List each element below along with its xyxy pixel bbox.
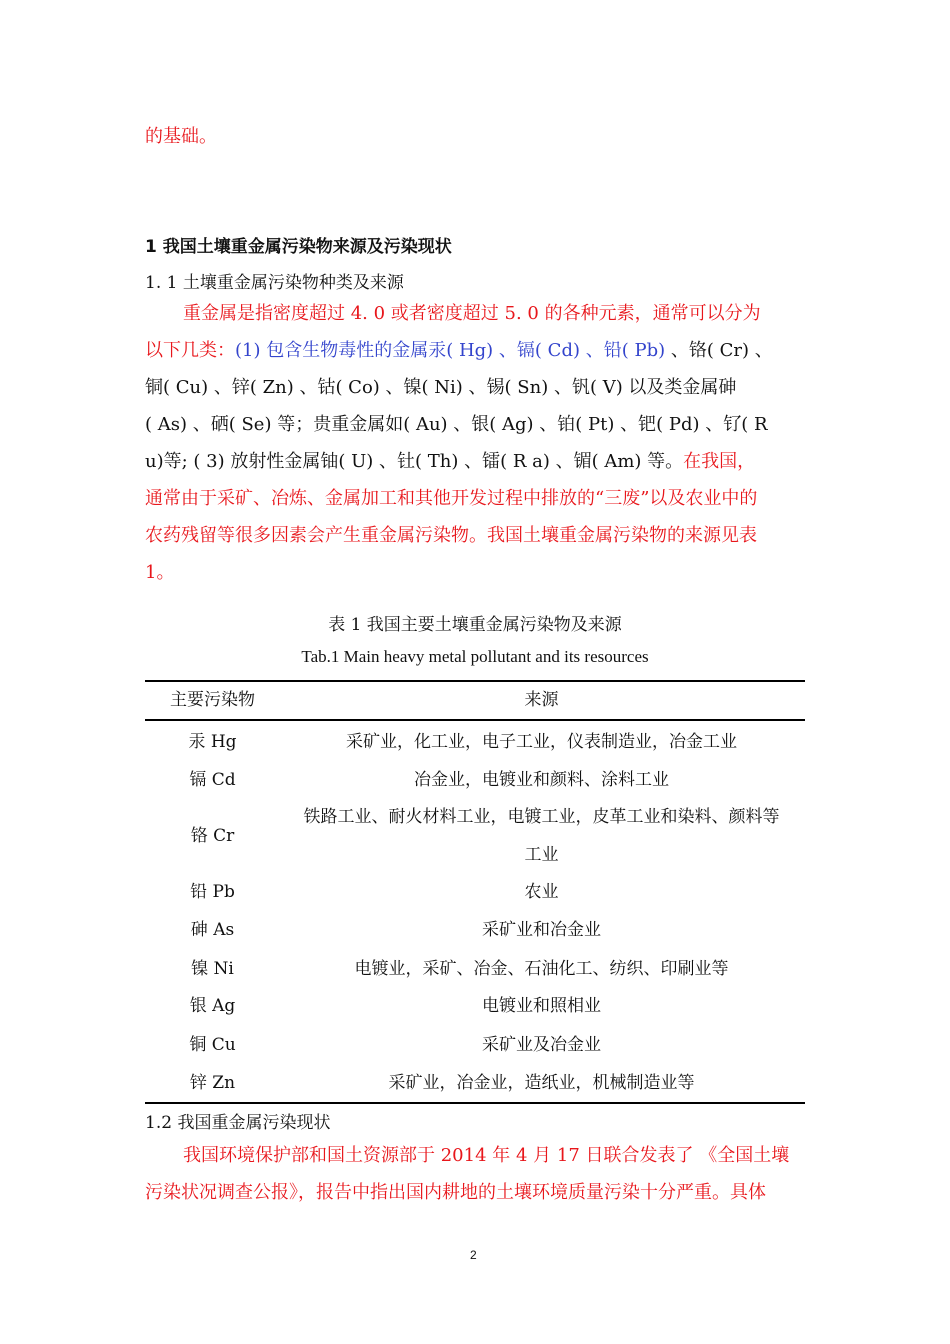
table-cell-pollutant: 汞 Hg	[188, 732, 237, 752]
table-caption-zh: 表 1 我国主要土壤重金属污染物及来源	[328, 615, 622, 635]
table-cell-pollutant: 铅 Pb	[190, 882, 235, 902]
table-cell-source: 冶金业，电镀业和颜料、涂料工业	[414, 770, 669, 790]
table-header-rule	[145, 719, 805, 721]
table-caption-en: Tab.1 Main heavy metal pollutant and its resources	[301, 647, 649, 666]
text-span: (1) 包含生物毒性的金属汞( Hg) 、镉( Cd) 、铅( Pb)	[235, 340, 666, 361]
table-cell-pollutant: 铜 Cu	[189, 1035, 236, 1055]
table-cell-source: 电镀业和照相业	[482, 996, 601, 1016]
paragraph-line: 重金属是指密度超过 4. 0 或者密度超过 5. 0 的各种元素，通常可以分为	[183, 303, 761, 324]
subsection-heading: 1. 1 土壤重金属污染物种类及来源	[145, 273, 404, 293]
table-cell-source: 铁路工业、耐火材料工业，电镀工业，皮革工业和染料、颜料等	[303, 807, 780, 827]
paragraph-line: 污染状况调查公报》，报告中指出国内耕地的土壤环境质量污染十分严重。具体	[145, 1182, 766, 1203]
table-header-source: 来源	[524, 690, 559, 710]
paragraph-line: 通常由于采矿、冶炼、金属加工和其他开发过程中排放的“三废”以及农业中的	[145, 488, 758, 509]
text-span: 、铬( Cr) 、	[665, 340, 773, 361]
section-heading: 1 我国土壤重金属污染物来源及污染现状	[145, 237, 452, 257]
table-header-pollutant: 主要污染物	[170, 690, 255, 710]
subsection-heading: 1.2 我国重金属污染现状	[145, 1113, 331, 1133]
paragraph-line: ( As) 、硒( Se) 等；贵重金属如( Au) 、银( Ag) 、铂( Pt) 、钯( Pd) 、钌( R	[145, 414, 768, 435]
paragraph-line: 我国环境保护部和国土资源部于 2014 年 4 月 17 日联合发表了 《全国土壤	[183, 1145, 790, 1166]
table-cell-source: 采矿业，冶金业，造纸业，机械制造业等	[388, 1073, 695, 1093]
table-cell-source: 农业	[524, 882, 559, 902]
text-span: 以下几类：	[145, 340, 235, 361]
paragraph-line	[145, 332, 773, 369]
table-cell-source: 采矿业，化工业，电子工业，仪表制造业，冶金工业	[346, 732, 737, 752]
paragraph-line	[145, 443, 755, 480]
page-number: 2	[470, 1248, 477, 1262]
text-span: u)等; ( 3) 放射性金属铀( U) 、钍( Th) 、镭( R a) 、镅( Am) 等。	[145, 451, 684, 472]
table-cell-source: 采矿业及冶金业	[482, 1035, 601, 1055]
table-cell-source: 电镀业，采矿、冶金、石油化工、纺织、印刷业等	[354, 959, 729, 979]
table-cell-pollutant: 锌 Zn	[189, 1073, 236, 1093]
table-cell-pollutant: 铬 Cr	[190, 826, 235, 846]
paragraph-line: 1。	[145, 562, 175, 583]
text-span: 在我国，	[683, 451, 756, 472]
continuation-text: 的基础。	[145, 126, 217, 147]
table-cell-pollutant: 镍 Ni	[191, 959, 234, 979]
table-top-rule	[145, 680, 805, 682]
paragraph-line: 铜( Cu) 、锌( Zn) 、钴( Co) 、镍( Ni) 、锡( Sn) 、钒( V) 以及类金属砷	[145, 377, 737, 398]
table-cell-pollutant: 镉 Cd	[189, 770, 236, 790]
paragraph-line: 农药残留等很多因素会产生重金属污染物。我国土壤重金属污染物的来源见表	[145, 525, 757, 546]
table-cell-pollutant: 银 Ag	[189, 996, 236, 1016]
table-cell-source: 采矿业和冶金业	[482, 920, 601, 940]
table-cell-source-cont: 工业	[524, 845, 559, 865]
table-cell-pollutant: 砷 As	[190, 920, 235, 940]
table-bottom-rule	[145, 1102, 805, 1104]
